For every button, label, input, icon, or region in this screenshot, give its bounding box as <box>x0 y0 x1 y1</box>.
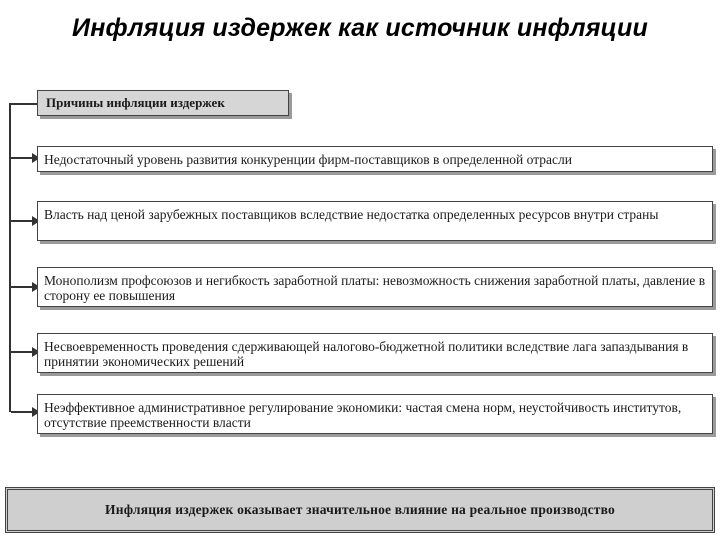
page-title: Инфляция издержек как источник инфляции <box>72 14 648 42</box>
cause-box-3 <box>37 267 713 307</box>
cause-text: Недостаточный уровень развития конкуренции фирм-поставщиков в определенной отрасли <box>44 152 572 167</box>
causes-header-label: Причины инфляции издержек <box>46 95 225 110</box>
arrow-right-icon <box>11 220 33 222</box>
cause-text: Монополизм профсоюзов и негибкость заработной платы: невозможность снижения заработной платы, давление в сторону ее повышения <box>44 273 706 303</box>
arrow-right-icon <box>11 351 33 353</box>
arrow-right-icon <box>11 157 33 159</box>
cause-box-5 <box>37 394 713 434</box>
causes-header-box <box>37 90 289 116</box>
cause-text: Неэффективное административное регулирование экономики: частая смена норм, неустойчивость институтов, отсутствие преемственности власти <box>44 400 682 430</box>
connector-header-link <box>9 103 37 105</box>
cause-box-2 <box>37 201 713 241</box>
arrow-right-icon <box>11 286 33 288</box>
cause-box-4 <box>37 333 713 373</box>
cause-text: Несвоевременность проведения сдерживающей налогово-бюджетной политики вследствие лага запаздывания в принятии экономических решений <box>44 339 689 369</box>
connector-spine <box>9 103 11 412</box>
conclusion-box <box>5 487 715 533</box>
conclusion-text: Инфляция издержек оказывает значительное влияние на реальное производство <box>105 502 615 517</box>
cause-text: Власть над ценой зарубежных поставщиков вследствие недостатка определенных ресурсов внутри страны <box>44 207 659 222</box>
cause-box-1 <box>37 146 713 172</box>
arrow-right-icon <box>11 411 33 413</box>
